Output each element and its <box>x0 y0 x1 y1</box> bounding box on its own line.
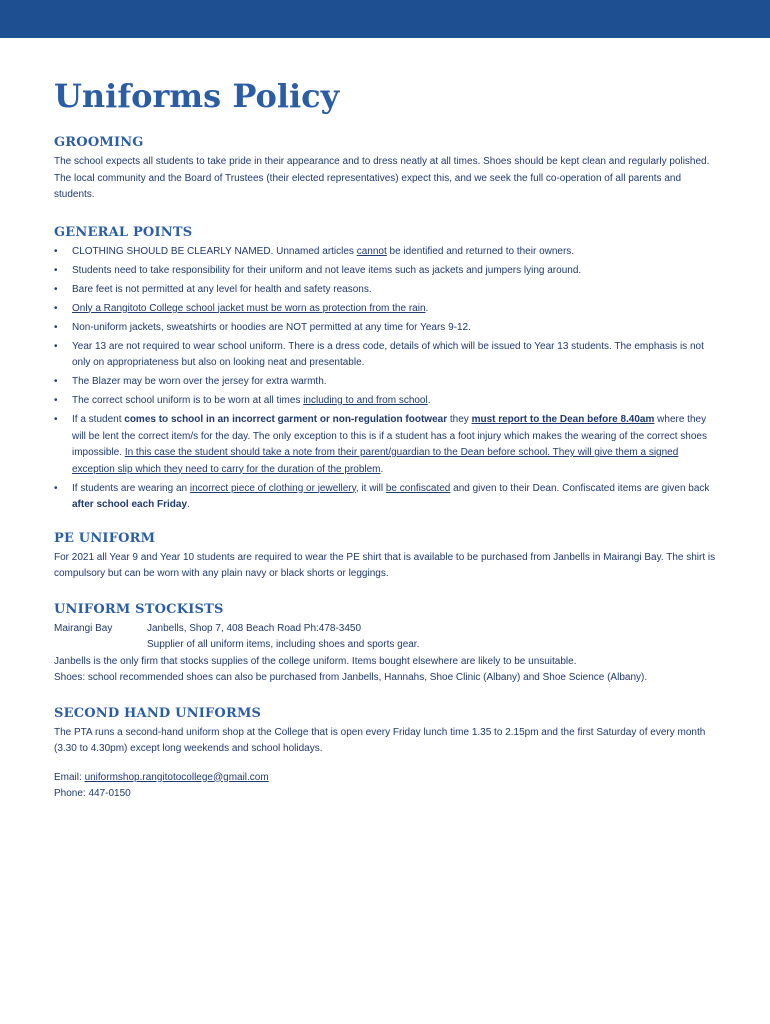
stockist-shoes-note: Shoes: school recommended shoes can also be purchased from Janbells, Hannahs, Shoe Clinic (Albany) and Shoe Science (Albany). <box>54 672 648 683</box>
list-item: • Year 13 are not required to wear school uniform. There is a dress code, details of which will be issued to Year 13 students. The emphasis is not only on appropriateness but also on looking neat and presentable. <box>54 339 720 372</box>
contact-email: Email: uniformshop.rangitotocollege@gmail.com <box>54 771 269 783</box>
stockist-supplier-row <box>54 637 720 654</box>
stockists-block <box>54 621 720 687</box>
second-hand-heading: SECOND HAND UNIFORMS <box>54 705 262 721</box>
document-body <box>54 76 720 803</box>
list-item: • Non-uniform jackets, sweatshirts or hoodies are NOT permitted at any time for Years 9-12. <box>54 320 720 337</box>
stockist-note: Janbells is the only firm that stocks supplies of the college uniform. Items bought elsewhere are likely to be unsuitable. <box>54 655 577 667</box>
list-item: • If a student comes to school in an incorrect garment or non-regulation footwear they must report to the Dean before 8.40am where they will be lent the correct item/s for the day. The only exception to this is if a student has a foot injury which makes the wearing of the correct shoes impossible. In this case the student should take a note from their parent/guardian to the Dean before school. They will give them a signed exception slip which they need to carry for the duration of the problem. <box>54 412 720 478</box>
stockist-address: Janbells, Shop 7, 408 Beach Road Ph:478-3450 <box>147 622 362 634</box>
pe-uniform-text: For 2021 all Year 9 and Year 10 students are required to wear the PE shirt that is available to be purchased from Janbells in Mairangi Bay. The shirt is compulsory but can be worn with any plain navy or black shorts or leggings. <box>54 551 716 579</box>
stockists-heading: UNIFORM STOCKISTS <box>54 601 224 617</box>
list-item: • Students need to take responsibility for their uniform and not leave items such as jackets and jumpers lying around. <box>54 263 720 280</box>
top-banner <box>0 0 770 38</box>
page-title: Uniforms Policy <box>54 77 340 115</box>
list-item: • Only a Rangitoto College school jacket must be worn as protection from the rain. <box>54 301 720 318</box>
grooming-heading: GROOMING <box>54 135 144 150</box>
stockist-row <box>54 621 720 638</box>
general-points-list <box>54 244 720 514</box>
list-item: • CLOTHING SHOULD BE CLEARLY NAMED. Unnamed articles cannot be identified and returned to their owners. <box>54 244 720 261</box>
contact-phone: Phone: 447-0150 <box>54 788 131 799</box>
list-item: • If students are wearing an incorrect piece of clothing or jewellery, it will be confiscated and given to their Dean. Confiscated items are given back after school each Friday. <box>54 481 720 514</box>
stockist-location: Mairangi Bay <box>54 622 113 634</box>
pe-uniform-heading: PE UNIFORM <box>54 530 156 546</box>
list-item: • The Blazer may be worn over the jersey for extra warmth. <box>54 374 720 391</box>
list-item: • The correct school uniform is to be worn at all times including to and from school. <box>54 393 720 410</box>
general-points-heading: GENERAL POINTS <box>54 224 193 240</box>
grooming-text: The school expects all students to take pride in their appearance and to dress neatly at all times. Shoes should be kept clean and regularly polished. The local community and the Board of Trustees (their elected representatives) expect this, and we seek the full co-operation of all parents and students. <box>54 156 710 200</box>
second-hand-text: The PTA runs a second-hand uniform shop at the College that is open every Friday lunch time 1.35 to 2.15pm and the first Saturday of every month (3.30 to 4.30pm) except long weekends and school holidays. <box>54 726 706 754</box>
stockist-supplier: Supplier of all uniform items, including shoes and sports gear. <box>147 639 420 650</box>
list-item: • Bare feet is not permitted at any level for health and safety reasons. <box>54 282 720 299</box>
email-link[interactable]: uniformshop.rangitotocollege@gmail.com <box>84 771 269 783</box>
